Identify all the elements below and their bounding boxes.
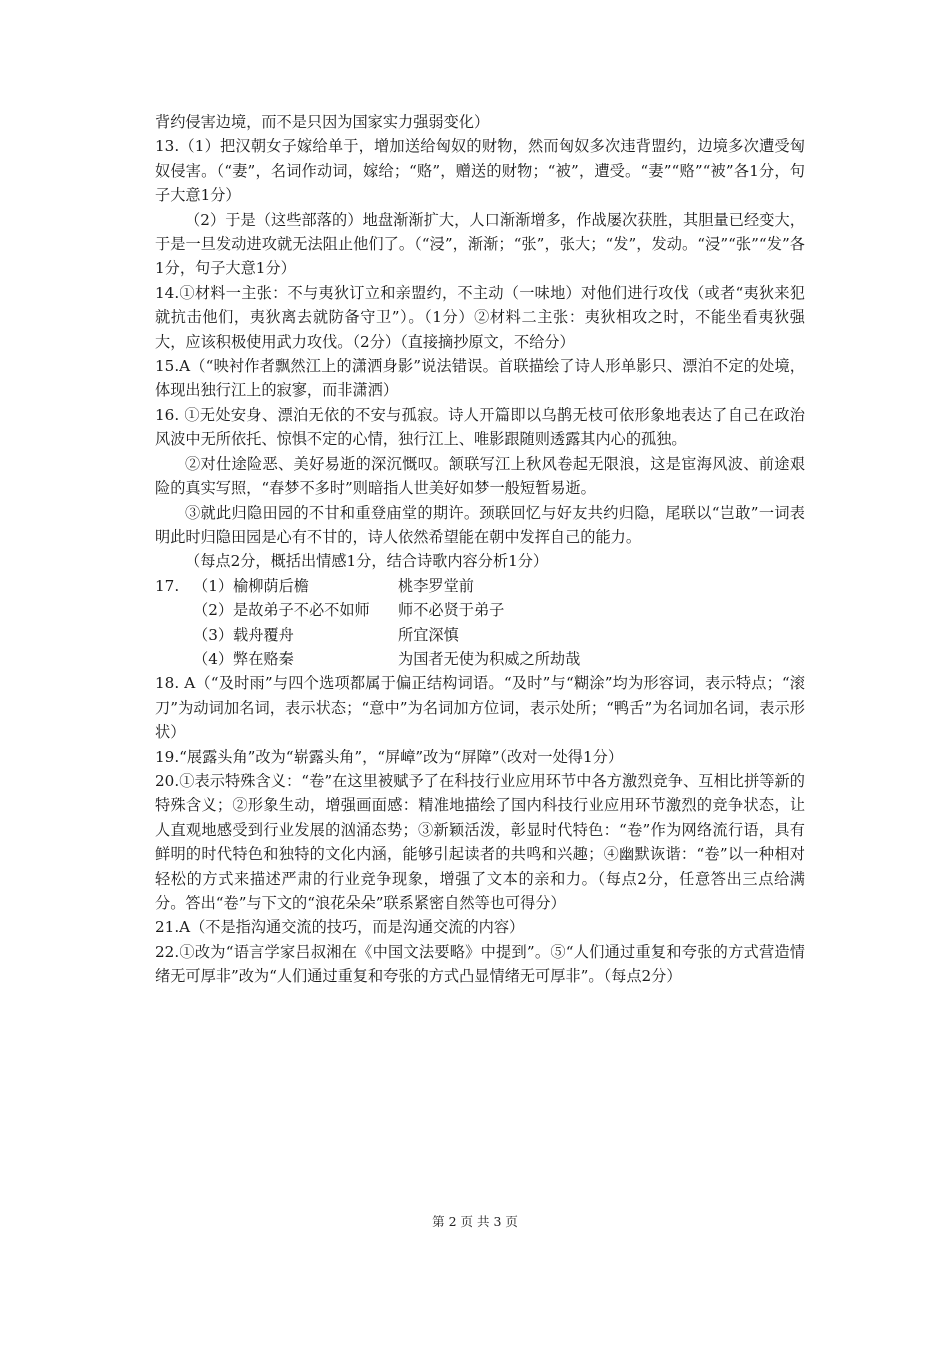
page-footer: [0, 1212, 950, 1230]
answer-16-point-1: 16. ①无处安身、漂泊无依的不安与孤寂。诗人开篇即以乌鹊无枝可依形象地表达了自己在政治风波中无所依托、惊惧不定的心情，独行江上、唯影跟随则透露其内心的孤独。: [155, 405, 805, 449]
answer-17-row-3: [155, 623, 805, 647]
answer-body: [155, 110, 805, 989]
answer-16-point-2: ②对仕途险恶、美好易逝的深沉慨叹。颔联写江上秋风卷起无限浪，这是宦海风波、前途艰险的真实写照，“春梦不多时”则暗指人世美好如梦一般短暂易逝。: [155, 454, 805, 498]
page-number-label: 第 2 页 共 3 页: [432, 1214, 518, 1229]
answer-17-row-1-a: （1）榆柳荫后檐: [193, 576, 309, 595]
answer-17-row-1-b: 桃李罗堂前: [398, 576, 474, 595]
answer-17-row-4-a: （4）弊在赂秦: [193, 649, 294, 668]
answer-17-row-1: [155, 574, 805, 598]
answer-18: 18. A（“及时雨”与四个选项都属于偏正结构词语。“及时”与“糊涂”均为形容词，表示特点；“滚刀”为动词加名词，表示状态；“意中”为名词加方位词，表示处所；“鸭舌”为名词加名词，表示形状）: [155, 674, 805, 742]
answer-22: 22.①改为“语言学家吕叔湘在《中国文法要略》中提到”。⑤“人们通过重复和夸张的方式营造情绪无可厚非”改为“人们通过重复和夸张的方式凸显情绪无可厚非”。（每点2分）: [155, 942, 805, 986]
answer-17-row-2: [155, 598, 805, 622]
answer-17-row-2-a: （2）是故弟子不必不如师: [193, 601, 370, 620]
answer-17-row-2-b: 师不必贤于弟子: [398, 601, 505, 620]
answer-14: 14.①材料一主张：不与夷狄订立和亲盟约，不主动（一味地）对他们进行攻伐（或者“夷狄来犯就抗击他们，夷狄离去就防备守卫”）。（1分）②材料二主张：夷狄相攻之时，不能坐看夷狄强大，应该积极使用武力攻伐。（2分）（直接摘抄原文，不给分）: [155, 283, 805, 351]
answer-19: 19.“展露头角”改为“崭露头角”，“屏嶂”改为“屏障”（改对一处得1分）: [155, 747, 624, 766]
answer-16-point-3: ③就此归隐田园的不甘和重登庙堂的期许。颈联回忆与好友共约归隐，尾联以“岂敢”一词表明此时归隐田园是心有不甘的，诗人依然希望能在朝中发挥自己的能力。: [155, 503, 805, 546]
answer-17-row-3-b: 所宜深慎: [398, 625, 459, 644]
answer-21: 21.A（不是指沟通交流的技巧，而是沟通交流的内容）: [155, 918, 525, 937]
answer-16-scoring-note: （每点2分，概括出情感1分，结合诗歌内容分析1分）: [185, 552, 549, 571]
answer-15: 15.A（“映衬作者飘然江上的潇洒身影”说法错误。首联描绘了诗人形单影只、漂泊不定的处境，体现出独行江上的寂寥，而非潇洒）: [155, 357, 805, 400]
answer-17-row-3-a: （3）载舟覆舟: [193, 625, 294, 644]
answer-17-number: 17.: [155, 576, 180, 595]
answer-17-row-4-b: 为国者无使为积威之所劫哉: [398, 649, 581, 668]
answer-13-part-1: 13.（1）把汉朝女子嫁给单于，增加送给匈奴的财物，然而匈奴多次违背盟约，边境多次遭受匈奴侵害。（“妻”，名词作动词，嫁给；“赂”，赠送的财物；“被”，遭受。“妻”“赂”“被”各1分，句子大意1分）: [155, 137, 805, 205]
answer-17-row-4: [155, 647, 805, 671]
answer-13-part-2: （2）于是（这些部落的）地盘渐渐扩大，人口渐渐增多，作战屡次获胜，其胆量已经变大，于是一旦发动进攻就无法阻止他们了。（“浸”，渐渐；“张”，张大；“发”，发动。“浸”“张”“发”各1分，句子大意1分）: [155, 210, 805, 278]
answer-line-continuation: 背约侵害边境，而不是只因为国家实力强弱变化）: [155, 113, 490, 131]
answer-20: 20.①表示特殊含义：“卷”在这里被赋予了在科技行业应用环节中各方激烈竞争、互相比拼等新的特殊含义；②形象生动，增强画面感：精准地描绘了国内科技行业应用环节激烈的竞争状态，让人直观地感受到行业发展的汹涌态势；③新颖活泼，彰显时代特色：“卷”作为网络流行语，具有鲜明的时代特色和独特的文化内涵，能够引起读者的共鸣和兴趣；④幽默诙谐：“卷”以一种相对轻松的方式来描述严肃的行业竞争现象，增强了文本的亲和力。（每点2分，任意答出三点给满分。答出“卷”与下文的“浪花朵朵”联系紧密自然等也可得分）: [155, 771, 805, 912]
